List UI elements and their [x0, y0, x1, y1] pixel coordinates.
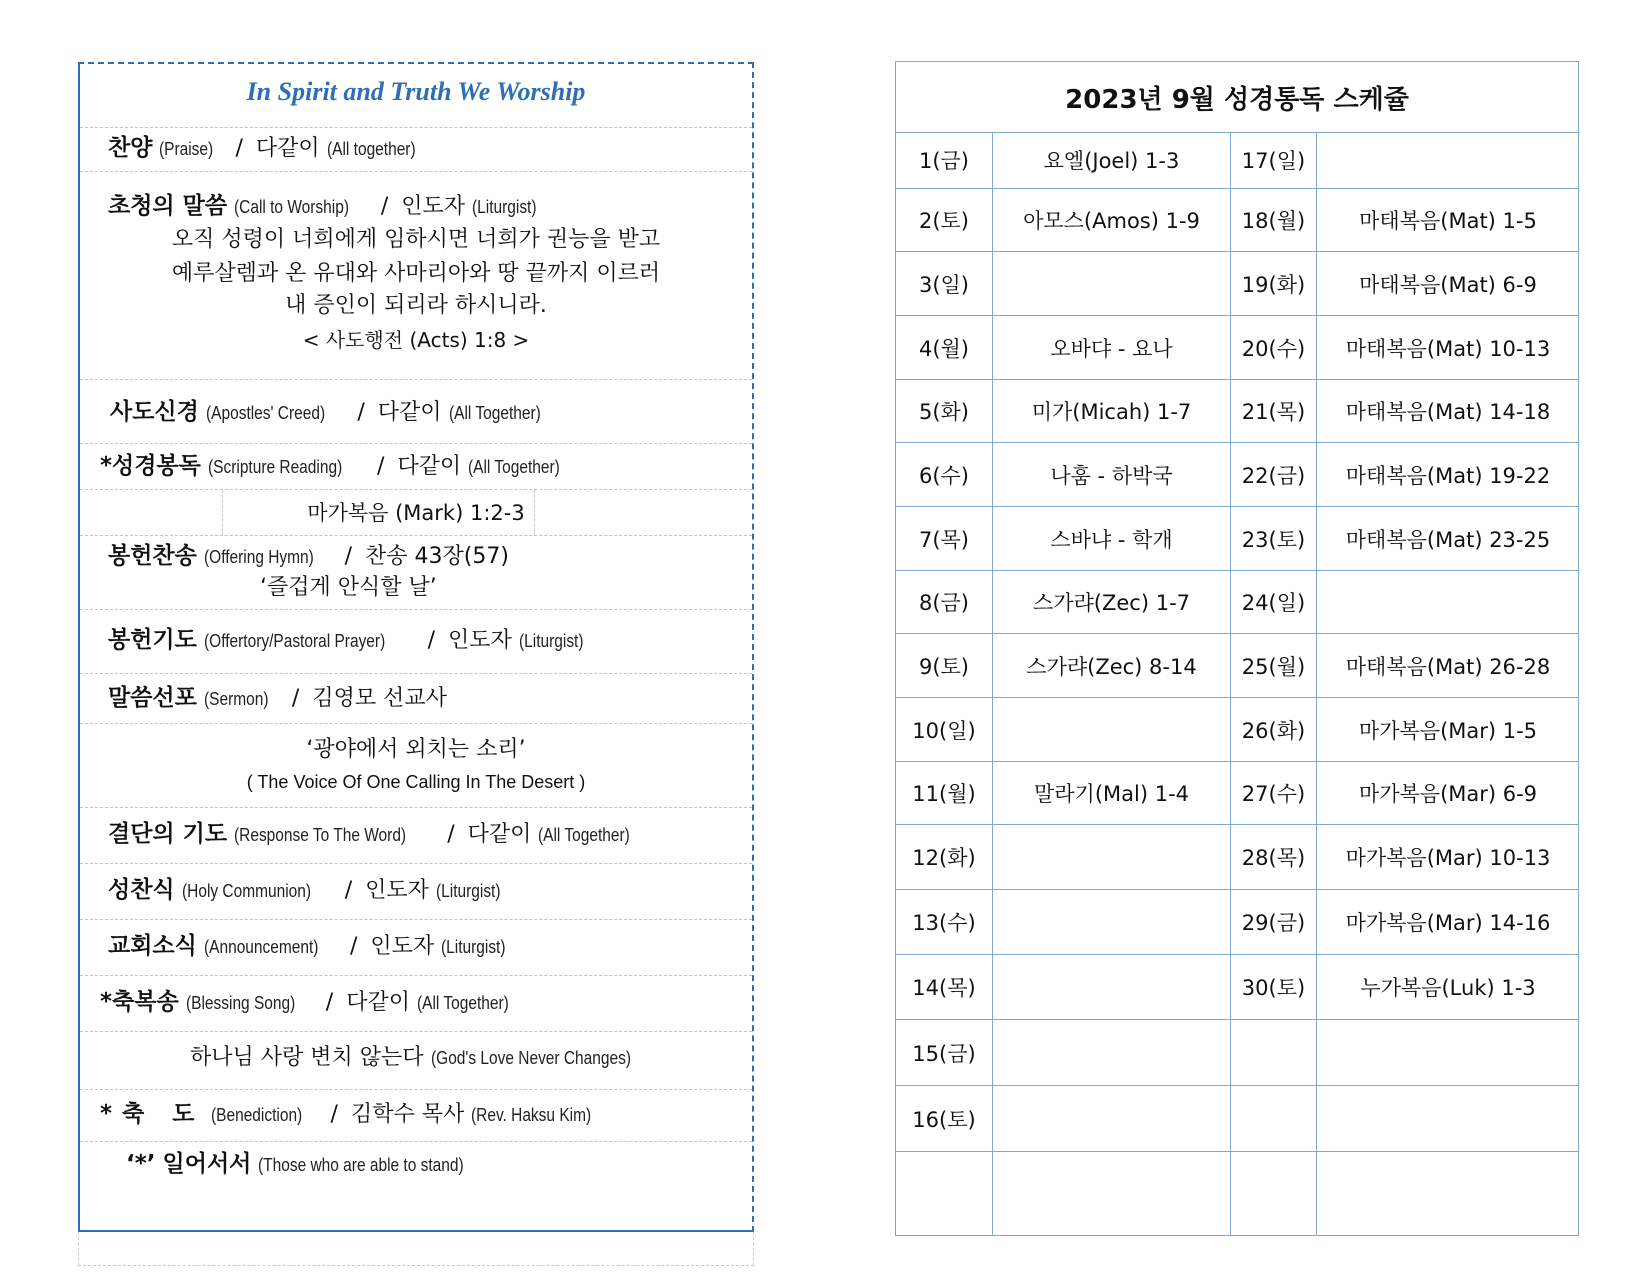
schedule-cell-reading-right: 마태복음(Mat) 6-9: [1317, 252, 1579, 316]
standing-note-label: 일어서서: [162, 1151, 252, 1177]
blessing-song-label-en: (Blessing Song): [185, 993, 295, 1013]
announcement-leader: 인도자: [370, 934, 435, 959]
call-verse-line-3: 내 증인이 되리라 하시니라.: [285, 293, 547, 318]
benediction-row: [80, 1090, 752, 1142]
schedule-cell-reading-left: 스가랴(Zec) 1-7: [993, 571, 1231, 634]
blessing-song-row: [80, 976, 752, 1032]
sermon-title-en: ( The Voice Of One Calling In The Desert ): [246, 772, 586, 792]
schedule-cell-reading-right: [1317, 571, 1579, 634]
schedule-cell-date-left: 2(토): [896, 189, 993, 252]
offertory-label: 봉헌기도: [108, 627, 197, 653]
blessing-song-title-en: (God's Love Never Changes): [430, 1048, 631, 1068]
blessing-song-title-row: [80, 1032, 752, 1090]
scripture-label: *성경봉독: [100, 453, 201, 479]
creed-row: [80, 380, 752, 444]
schedule-cell-date-right: [1231, 1020, 1317, 1086]
separator: /: [325, 990, 334, 1015]
schedule-cell-reading-right: [1317, 1152, 1579, 1235]
schedule-cell-reading-left: [993, 1086, 1231, 1152]
separator: /: [344, 544, 352, 569]
schedule-cell-date-right: 25(월): [1231, 634, 1317, 698]
schedule-cell-reading-right: 마태복음(Mat) 10-13: [1317, 316, 1579, 380]
schedule-cell-date-right: 27(수): [1231, 762, 1317, 825]
schedule-cell-reading-right: 마태복음(Mat) 23-25: [1317, 507, 1579, 571]
announcement-leader-en: (Liturgist): [441, 937, 506, 957]
schedule-cell-date-left: 4(월): [896, 316, 993, 380]
schedule-cell-date-right: [1231, 1152, 1317, 1235]
schedule-cell-reading-left: [993, 955, 1231, 1020]
schedule-cell-date-left: 6(수): [896, 443, 993, 507]
praise-row: [80, 128, 752, 172]
schedule-cell-date-left: [896, 1152, 993, 1235]
creed-label: 사도신경: [110, 399, 199, 425]
schedule-cell-date-left: 14(목): [896, 955, 993, 1020]
sermon-label: 말씀선포: [108, 685, 197, 711]
benediction-label-en: (Benediction): [211, 1105, 303, 1125]
schedule-cell-reading-right: 마태복음(Mat) 19-22: [1317, 443, 1579, 507]
schedule-cell-date-right: 29(금): [1231, 890, 1317, 955]
scripture-row: [80, 444, 752, 490]
call-label: 초청의 말씀: [108, 193, 228, 219]
schedule-cell-reading-left: 스가랴(Zec) 8-14: [993, 634, 1231, 698]
praise-leader-en: (All together): [326, 139, 416, 159]
communion-leader-en: (Liturgist): [435, 881, 501, 901]
sermon-label-en: (Sermon): [203, 689, 269, 709]
scripture-leader: 다같이: [397, 454, 462, 479]
schedule-cell-reading-left: 말라기(Mal) 1-4: [993, 762, 1231, 825]
schedule-cell-date-left: 1(금): [896, 132, 993, 189]
communion-leader: 인도자: [365, 878, 429, 903]
separator: /: [357, 400, 365, 425]
schedule-cell-reading-left: [993, 698, 1231, 762]
schedule-cell-date-right: 20(수): [1231, 316, 1317, 380]
schedule-cell-reading-left: 스바냐 - 학개: [993, 507, 1231, 571]
call-verse-reference: < 사도행전 (Acts) 1:8 >: [302, 328, 530, 352]
benediction-label: *축 도: [100, 1101, 205, 1127]
benediction-minister-en: (Rev. Haksu Kim): [471, 1105, 592, 1125]
standing-note-mark: ‘*’: [126, 1151, 156, 1177]
blessing-song-leader: 다같이: [346, 990, 410, 1015]
schedule-cell-date-right: 30(토): [1231, 955, 1317, 1020]
schedule-cell-date-left: 7(목): [896, 507, 993, 571]
praise-label: 찬양: [108, 135, 153, 161]
call-verse-line-1: 오직 성령이 너희에게 임하시면 너희가 권능을 받고: [171, 227, 661, 252]
schedule-cell-reading-right: 마가복음(Mar) 14-16: [1317, 890, 1579, 955]
sermon-title-row: [80, 724, 752, 808]
scripture-label-en: (Scripture Reading): [207, 457, 343, 477]
separator: /: [344, 878, 353, 903]
praise-label-en: (Praise): [159, 139, 214, 159]
schedule-cell-reading-left: 나훔 - 하박국: [993, 443, 1231, 507]
sermon-preacher: 김영모 선교사: [312, 686, 447, 711]
schedule-cell-date-left: 12(화): [896, 825, 993, 890]
reading-schedule-table: [895, 61, 1579, 1236]
schedule-cell-date-right: 22(금): [1231, 443, 1317, 507]
schedule-cell-date-right: 24(일): [1231, 571, 1317, 634]
offertory-leader: 인도자: [448, 628, 512, 653]
blessing-song-label: *축복송: [100, 989, 179, 1015]
schedule-cell-date-right: 26(화): [1231, 698, 1317, 762]
response-row: [80, 808, 752, 864]
offering-hymn-number: 찬송 43장(57): [365, 544, 509, 569]
offering-hymn-label: 봉헌찬송: [108, 543, 197, 569]
blessing-song-leader-en: (All Together): [416, 993, 509, 1013]
scripture-leader-en: (All Together): [468, 457, 560, 477]
creed-leader-en: (All Together): [448, 403, 541, 423]
schedule-cell-date-right: 21(목): [1231, 380, 1317, 443]
schedule-cell-date-left: 15(금): [896, 1020, 993, 1086]
schedule-cell-reading-right: 마가복음(Mar) 10-13: [1317, 825, 1579, 890]
response-leader: 다같이: [467, 822, 532, 847]
schedule-cell-date-left: 11(월): [896, 762, 993, 825]
separator: /: [427, 628, 436, 653]
response-label: 결단의 기도: [108, 821, 228, 847]
schedule-title: 2023년 9월 성경통독 스케쥴: [896, 62, 1578, 133]
call-to-worship-row: [80, 172, 752, 380]
benediction-minister: 김학수 목사: [350, 1102, 465, 1127]
schedule-cell-reading-left: 요엘(Joel) 1-3: [993, 132, 1231, 189]
schedule-cell-date-right: 28(목): [1231, 825, 1317, 890]
blessing-song-title: 하나님 사랑 변치 않는다: [190, 1045, 424, 1070]
schedule-cell-reading-right: 마가복음(Mar) 1-5: [1317, 698, 1579, 762]
schedule-cell-reading-right: [1317, 1086, 1579, 1152]
offertory-label-en: (Offertory/Pastoral Prayer): [203, 631, 386, 651]
standing-note-en: (Those who are able to stand): [258, 1155, 465, 1175]
offering-hymn-label-en: (Offering Hymn): [203, 547, 314, 567]
schedule-cell-reading-left: [993, 890, 1231, 955]
schedule-cell-reading-right: 마태복음(Mat) 26-28: [1317, 634, 1579, 698]
schedule-cell-date-left: 10(일): [896, 698, 993, 762]
separator: /: [330, 1102, 338, 1127]
announcement-label-en: (Announcement): [203, 937, 319, 957]
schedule-cell-reading-left: 오바댜 - 요나: [993, 316, 1231, 380]
response-label-en: (Response To The Word): [234, 825, 407, 845]
praise-leader: 다같이: [255, 136, 320, 161]
worship-title: In Spirit and Truth We Worship: [246, 77, 586, 106]
announcement-label: 교회소식: [108, 933, 197, 959]
schedule-cell-date-left: 9(토): [896, 634, 993, 698]
schedule-cell-date-left: 16(토): [896, 1086, 993, 1152]
schedule-cell-date-right: 17(일): [1231, 132, 1317, 189]
schedule-cell-reading-left: 미가(Micah) 1-7: [993, 380, 1231, 443]
schedule-cell-reading-right: 마태복음(Mat) 14-18: [1317, 380, 1579, 443]
schedule-cell-date-right: 23(토): [1231, 507, 1317, 571]
schedule-cell-date-left: 13(수): [896, 890, 993, 955]
call-label-en: (Call to Worship): [234, 197, 350, 217]
schedule-cell-date-left: 8(금): [896, 571, 993, 634]
separator: /: [235, 136, 243, 161]
worship-title-row: [80, 64, 752, 128]
communion-row: [80, 864, 752, 920]
schedule-cell-reading-left: [993, 1020, 1231, 1086]
call-verse-line-2: 예루살렘과 온 유대와 사마리아와 땅 끝까지 이르러: [171, 261, 661, 286]
schedule-cell-date-right: 18(월): [1231, 189, 1317, 252]
schedule-cell-date-right: [1231, 1086, 1317, 1152]
sermon-title: ‘광야에서 외치는 소리’: [306, 737, 526, 762]
offertory-leader-en: (Liturgist): [518, 631, 584, 651]
separator: /: [380, 194, 389, 219]
offertory-row: [80, 610, 752, 674]
communion-label: 성찬식: [108, 877, 175, 903]
separator: /: [376, 454, 385, 479]
schedule-cell-reading-left: 아모스(Amos) 1-9: [993, 189, 1231, 252]
schedule-cell-reading-left: [993, 1152, 1231, 1235]
separator: /: [349, 934, 358, 959]
communion-label-en: (Holy Communion): [181, 881, 311, 901]
response-leader-en: (All Together): [538, 825, 631, 845]
schedule-cell-reading-left: [993, 825, 1231, 890]
schedule-cell-date-right: 19(화): [1231, 252, 1317, 316]
schedule-cell-date-left: 3(일): [896, 252, 993, 316]
creed-leader: 다같이: [377, 400, 442, 425]
order-page-tail: [78, 1232, 754, 1266]
schedule-cell-date-left: 5(화): [896, 380, 993, 443]
order-of-worship: [78, 62, 754, 1232]
separator: /: [447, 822, 455, 847]
separator: /: [291, 686, 300, 711]
creed-label-en: (Apostles' Creed): [205, 403, 325, 423]
call-leader: 인도자: [401, 194, 465, 219]
schedule-cell-reading-left: [993, 252, 1231, 316]
schedule-cell-reading-right: 마가복음(Mar) 6-9: [1317, 762, 1579, 825]
scripture-passage: 마가복음 (Mark) 1:2-3: [307, 501, 525, 525]
schedule-cell-reading-right: 누가복음(Luk) 1-3: [1317, 955, 1579, 1020]
scripture-passage-row: [80, 490, 752, 536]
offering-hymn-row: [80, 536, 752, 610]
schedule-cell-reading-right: [1317, 1020, 1579, 1086]
schedule-cell-reading-right: [1317, 132, 1579, 189]
announcement-row: [80, 920, 752, 976]
sermon-row: [80, 674, 752, 724]
standing-note-row: [80, 1142, 752, 1232]
call-leader-en: (Liturgist): [472, 197, 537, 217]
offering-hymn-title: ‘즐겁게 안식할 날’: [260, 575, 437, 600]
schedule-cell-reading-right: 마태복음(Mat) 1-5: [1317, 189, 1579, 252]
